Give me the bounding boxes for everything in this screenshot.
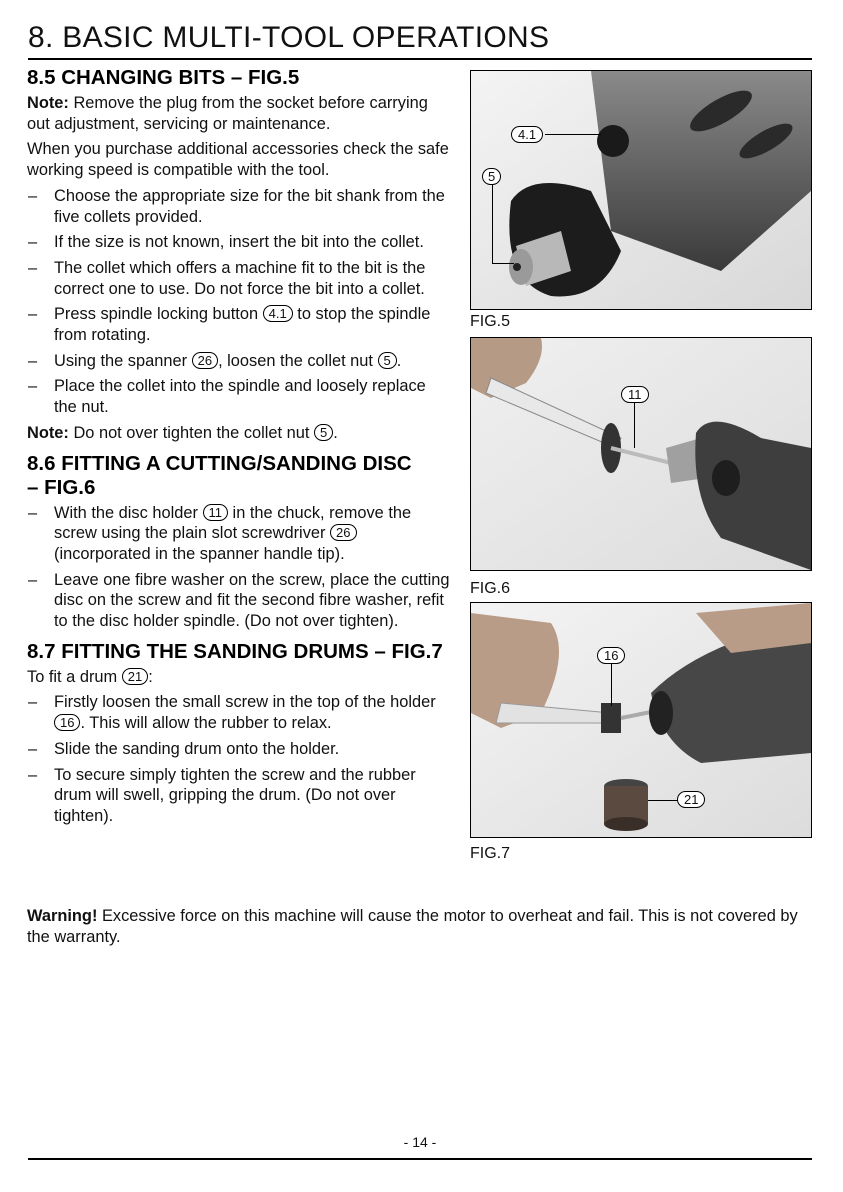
note-text: Do not over tighten the collet nut: [68, 423, 314, 442]
list-item: – Choose the appropriate size for the bit shank from the five collets provided.: [27, 186, 452, 227]
note-label: Note:: [27, 423, 69, 442]
page-footer: [28, 1134, 812, 1160]
list-item-text: With the disc holder: [54, 503, 203, 522]
note2-paragraph: [27, 423, 452, 444]
callout-line: [545, 134, 601, 135]
list-item-text: . This will allow the rubber to relax.: [80, 714, 332, 733]
list-item: [27, 503, 452, 565]
list-item-text: Firstly loosen the small screw in the top of the holder: [54, 693, 436, 712]
figure-7: [470, 602, 812, 838]
part-ref-badge: 16: [54, 714, 80, 731]
multitool-collet-photo: [471, 71, 811, 309]
list-item-text: , loosen the collet nut: [218, 351, 378, 370]
callout-line: [634, 403, 635, 448]
callout-line: [492, 185, 493, 263]
list-item-text: .: [396, 351, 402, 370]
cutting-disc-list: [27, 503, 452, 632]
callout-11: 11: [621, 386, 649, 403]
list-item-text: in the chuck, remove the screw using the plain slot screwdriver: [54, 503, 412, 543]
section-8-6-heading: 8.6 FITTING A CUTTING/SANDING DISC – FIG.6: [27, 451, 412, 499]
figure-5-caption: FIG.5: [470, 313, 511, 330]
part-ref-badge: 26: [330, 524, 356, 541]
warning-label: Warning!: [27, 907, 98, 925]
accessories-paragraph: When you purchase additional accessories check the safe working speed is compatible with the tool.: [27, 140, 449, 180]
sanding-drum-photo: [471, 603, 811, 837]
part-ref-badge: 5: [378, 352, 397, 369]
list-item: [27, 351, 452, 372]
list-item: – The collet which offers a machine fit to the bit is the correct one to use. Do not force the bit into a collet.: [27, 258, 452, 299]
list-item: [27, 304, 452, 345]
list-item: [27, 692, 452, 733]
page-title: 8. BASIC MULTI-TOOL OPERATIONS: [28, 21, 550, 54]
list-item: – Place the collet into the spindle and loosely replace the nut.: [27, 376, 452, 417]
note-text: .: [333, 423, 338, 442]
footer-divider: [28, 1158, 812, 1160]
callout-16: 16: [597, 647, 625, 664]
warning-text: Excessive force on this machine will cause the motor to overheat and fail. This is not covered by the warranty.: [27, 907, 798, 946]
list-item-text: Press spindle locking button: [54, 305, 263, 324]
list-item: – If the size is not known, insert the bit into the collet.: [27, 232, 452, 253]
page-number: - 14 -: [403, 1134, 437, 1150]
figure-7-caption: FIG.7: [470, 845, 511, 862]
callout-21: 21: [677, 791, 705, 808]
part-ref-badge: 5: [314, 424, 333, 441]
list-item-text: to stop the spindle from rotating.: [54, 305, 431, 345]
callout-line: [648, 800, 678, 801]
note-text: Remove the plug from the socket before carrying out adjustment, servicing or maintenance.: [27, 94, 428, 133]
warning-paragraph: [27, 906, 817, 948]
text-column: [27, 66, 452, 832]
list-item: – To secure simply tighten the screw and the rubber drum will swell, gripping the drum. (Do not over tighten).: [27, 765, 452, 827]
section-8-7-heading: 8.7 FITTING THE SANDING DRUMS – FIG.7: [27, 639, 443, 663]
changing-bits-list: [27, 186, 452, 418]
note-paragraph: [27, 93, 452, 134]
list-item-text: Using the spanner: [54, 351, 192, 370]
intro-text: To fit a drum: [27, 667, 122, 686]
figure-6-caption: FIG.6: [470, 580, 511, 597]
list-item-text: (incorporated in the spanner handle tip).: [54, 544, 345, 563]
page-header: [28, 20, 812, 60]
part-ref-badge: 21: [122, 668, 148, 685]
list-item: – Leave one fibre washer on the screw, place the cutting disc on the screw and fit the second fibre washer, refit to the disc holder spindle. (Do not over tighten).: [27, 570, 452, 632]
section-8-5-heading: 8.5 CHANGING BITS – FIG.5: [27, 66, 300, 89]
callout-5: 5: [482, 168, 501, 185]
sanding-drum-list: [27, 692, 452, 826]
cutting-disc-photo: [471, 338, 811, 570]
drum-intro: [27, 667, 452, 688]
callout-line: [492, 263, 514, 264]
callout-4-1: 4.1: [511, 126, 543, 143]
intro-text: :: [148, 667, 153, 686]
list-item: – Slide the sanding drum onto the holder.: [27, 739, 452, 760]
figure-6: [470, 337, 812, 571]
note-label: Note:: [27, 94, 69, 112]
figure-5: [470, 70, 812, 310]
header-divider: [28, 58, 812, 60]
part-ref-badge: 26: [192, 352, 218, 369]
callout-line: [611, 664, 612, 706]
part-ref-badge: 4.1: [263, 305, 293, 322]
part-ref-badge: 11: [203, 504, 229, 521]
